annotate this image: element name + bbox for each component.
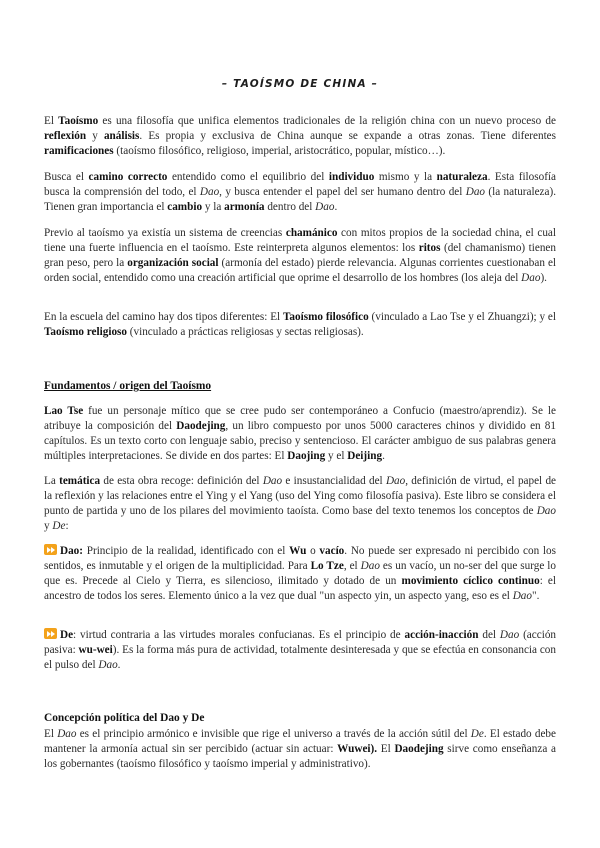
text-run: : el ancestro de todos los seres. Elemento único a la vez que dual "un aspecto yin, un aspecto yang, eso es el	[44, 575, 556, 602]
bold-term: Deijing	[347, 450, 383, 462]
bold-term: Taoísmo filosófico	[282, 311, 369, 323]
intro-paragraph-4	[44, 310, 556, 340]
text-run: Previo al taoísmo ya existía un sistema de creencias	[44, 227, 286, 239]
text-run: , el	[343, 560, 361, 572]
intro-paragraph-2	[44, 170, 556, 215]
text-run: mismo y la	[374, 171, 437, 183]
text-run: y la	[202, 201, 225, 213]
italic-term: De	[470, 728, 484, 740]
text-run: (la naturaleza). Tienen gran importancia el	[44, 186, 557, 213]
text-run: , un libro compuesto por unos 5000 caracteres chinos y dividido en 81 capítulos. Es un texto corto con lenguaje sabio, preciso y sentencioso. El carácter ambiguo de sus palabras genera múltiples interpretaciones. Se divide en dos partes: El	[44, 420, 556, 462]
text-run: Busca el	[44, 171, 89, 183]
text-run: o	[306, 545, 320, 557]
bold-term: Wuwei).	[337, 743, 378, 755]
intro-paragraph-1	[44, 114, 556, 159]
text-run: (taoísmo filosófico, religioso, imperial, aristocrático, popular, místico…).	[113, 145, 446, 157]
italic-term: Dao	[315, 201, 335, 213]
text-run: : virtud contraria a las virtudes morales confucianas. Es el principio de	[73, 629, 405, 641]
bold-term: ramificaciones	[44, 145, 114, 157]
bold-term: organización social	[127, 257, 219, 269]
italic-term: Dao	[98, 659, 118, 671]
fast-forward-icon	[44, 628, 57, 639]
fundamentos-paragraph-1	[44, 404, 556, 464]
bold-term: chamánico	[285, 227, 338, 239]
bold-term: análisis	[103, 130, 140, 142]
italic-term: De	[52, 520, 66, 532]
fundamentos-paragraph-de	[44, 628, 556, 673]
bold-term: Taoísmo	[58, 115, 99, 127]
bold-term: Dao:	[60, 545, 83, 557]
bold-term: De	[60, 629, 74, 641]
italic-term: Dao	[199, 186, 220, 198]
text-run: , definición de virtud, el papel de la reflexión y las relaciones entre el Ying y el Yang (uso del Ying como filosofía pasiva). Este libro se considera el punto de partida y uno de los pilares del movimiento taoísta. Como base del texto tenemos los conceptos de	[44, 475, 557, 517]
text-run: ). Es la forma más pura de actividad, totalmente desinteresada y que se efectúa en consonancia con el pulso del	[44, 644, 556, 671]
bold-term: cambio	[167, 201, 203, 213]
bold-term: wu-wei	[78, 644, 113, 656]
bold-term: Wu	[289, 545, 307, 557]
text-run: y	[86, 130, 104, 142]
text-run: :	[65, 520, 69, 532]
text-run: es el principio armónico e invisible que rige el universo a través de la acción sútil del	[76, 728, 471, 740]
document-title: – TAOÍSMO DE CHINA –	[221, 78, 379, 90]
text-run: La	[44, 475, 60, 487]
fast-forward-icon	[44, 544, 57, 555]
italic-term: Dao	[499, 629, 520, 641]
text-run: (vinculado a Lao Tse y el Zhuangzi); y el	[368, 311, 557, 323]
bold-term: Lo Tze	[310, 560, 344, 572]
text-run: , y busca entender el papel del ser humano dentro del	[219, 186, 466, 198]
text-run: sirve como enseñanza a los gobernantes (taoísmo filosófico y taoísmo imperial y administrativo).	[44, 743, 556, 770]
text-run: (acción pasiva:	[44, 629, 557, 656]
text-run: y	[44, 520, 53, 532]
bold-term: armonía	[224, 201, 265, 213]
text-run: fue un personaje mítico que se cree pudo ser contemporáneo a Confucio (maestro/aprendiz). Se le atribuye la composición del	[44, 405, 556, 432]
text-run: (vinculado a prácticas religiosas y sectas religiosas).	[126, 326, 364, 338]
bold-term: Lao Tse	[44, 405, 84, 417]
bold-term: camino correcto	[88, 171, 168, 183]
text-run: . Es propia y exclusiva de China aunque se expande a otras zonas. Tiene diferentes	[139, 130, 556, 142]
italic-term: Dao	[512, 590, 532, 602]
italic-term: Dao	[57, 728, 77, 740]
text-run: . Esta filosofía busca la comprensión del todo, el	[44, 171, 557, 198]
italic-term: Dao	[385, 475, 406, 487]
bold-term: reflexión	[44, 130, 87, 142]
bold-term: acción-inacción	[404, 629, 479, 641]
section-heading-concepcion: Concepción política del Dao y De	[44, 712, 205, 724]
italic-term: Dao	[262, 475, 283, 487]
italic-term: Dao	[521, 272, 541, 284]
text-run: es una filosofía que unifica elementos tradicionales de la religión china con un nuevo proceso de	[98, 115, 556, 127]
bold-term: individuo	[328, 171, 375, 183]
text-run: (del chamanismo) tienen gran peso, pero la	[44, 242, 556, 269]
fundamentos-paragraph-dao	[44, 544, 556, 604]
text-run: Principio de la realidad, identificado con el	[83, 545, 290, 557]
text-run: dentro del	[264, 201, 316, 213]
bold-term: movimiento cíclico continuo	[401, 575, 540, 587]
text-run: . No puede ser expresado ni percibido con los sentidos, es inmutable y el origen de la multiplicidad. Para	[44, 545, 556, 572]
fundamentos-paragraph-2	[44, 474, 556, 534]
bold-term: Daodejing	[176, 420, 226, 432]
text-run: con mitos propios de la sociedad china, el cual tiene una fuerte influencia en el taoísmo. Este reinterpreta algunos elementos: los	[44, 227, 556, 254]
concepcion-paragraph-1	[44, 727, 556, 772]
italic-term: Dao	[536, 505, 556, 517]
text-run: entendido como el equilibrio del	[167, 171, 329, 183]
text-run: (armonía del estado) pierde relevancia. Algunas corrientes cuestionaban el orden social, entendido como una creación artificial que oprime el desarrollo de los hombres (los aleja del	[44, 257, 557, 284]
section-heading-fundamentos: Fundamentos / origen del Taoísmo	[44, 380, 212, 392]
text-run: y el	[325, 450, 348, 462]
text-run: .	[117, 659, 121, 671]
text-run: de esta obra recoge: definición del	[100, 475, 263, 487]
bold-term: vacío	[319, 545, 345, 557]
text-run: .	[382, 450, 385, 462]
intro-paragraph-3	[44, 226, 556, 286]
text-run: e insustancialidad del	[282, 475, 386, 487]
text-run: . El estado debe mantener la armonía actual sin ser percibido (actuar sin actuar:	[44, 728, 556, 755]
bold-term: temática	[59, 475, 101, 487]
bold-term: naturaleza	[436, 171, 488, 183]
bold-term: ritos	[418, 242, 441, 254]
text-run: ".	[532, 590, 540, 602]
bold-term: Taoísmo religioso	[44, 326, 127, 338]
text-run: El	[377, 743, 395, 755]
italic-term: Dao	[360, 560, 380, 572]
text-run: El	[44, 115, 59, 127]
text-run: .	[334, 201, 338, 213]
text-run: El	[44, 728, 58, 740]
bold-term: Daojing	[287, 450, 326, 462]
bold-term: Daodejing	[394, 743, 444, 755]
text-run: En la escuela del camino hay dos tipos diferentes: El	[44, 311, 283, 323]
text-run: es un vacío, un no-ser del que surge lo que es. Precede al Cielo y Tierra, es silencioso, ilimitado y dotado de un	[44, 560, 557, 587]
text-run: ).	[540, 272, 547, 284]
text-run: del	[478, 629, 500, 641]
italic-term: Dao	[465, 186, 486, 198]
